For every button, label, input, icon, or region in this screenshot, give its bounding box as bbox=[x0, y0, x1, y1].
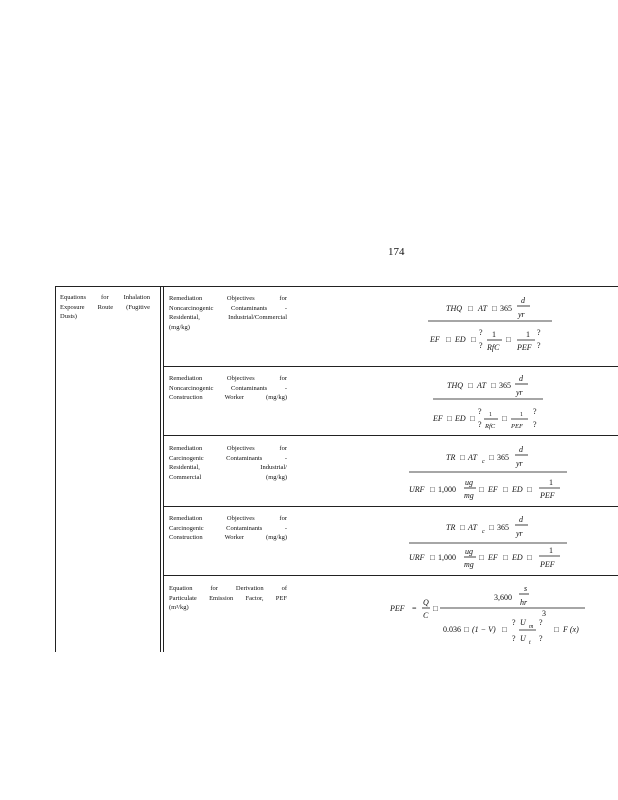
objective-label-1: Remediation Objectives for Noncarcinogenic Contaminants - Residential, Industrial/Commercial (mg/kg) bbox=[169, 295, 287, 331]
svg-text:RfC: RfC bbox=[487, 343, 500, 352]
svg-text:□: □ bbox=[527, 485, 532, 494]
svg-text:□: □ bbox=[464, 625, 469, 634]
row-divider bbox=[163, 575, 618, 576]
svg-text:ug: ug bbox=[465, 478, 473, 487]
svg-text:□: □ bbox=[430, 553, 435, 562]
svg-text:TR: TR bbox=[446, 453, 456, 462]
svg-text:hr: hr bbox=[520, 598, 528, 607]
column-divider-2 bbox=[163, 286, 164, 652]
svg-text:□: □ bbox=[554, 625, 559, 634]
svg-text:ug: ug bbox=[465, 547, 473, 556]
svg-text:PEF: PEF bbox=[517, 343, 532, 352]
svg-text:=: = bbox=[412, 604, 417, 613]
svg-text:□: □ bbox=[502, 625, 507, 634]
svg-text:?: ? bbox=[533, 420, 537, 429]
svg-text:PEF: PEF bbox=[540, 560, 555, 569]
svg-text:?: ? bbox=[512, 634, 516, 643]
svg-text:?: ? bbox=[537, 328, 541, 337]
objective-label-3: Remediation Objectives for Carcinogenic Contaminants - Residential, Industrial/ Commercial (mg/kg) bbox=[169, 445, 287, 481]
svg-text:?: ? bbox=[478, 407, 482, 416]
svg-text:EF: EF bbox=[488, 553, 498, 562]
svg-text:RfC: RfC bbox=[485, 423, 496, 430]
svg-text:1: 1 bbox=[526, 330, 530, 339]
svg-text:EF: EF bbox=[433, 414, 443, 423]
svg-text:□: □ bbox=[460, 453, 465, 462]
page-number: 174 bbox=[388, 246, 405, 258]
svg-text:yr: yr bbox=[516, 529, 523, 538]
row-divider bbox=[163, 506, 618, 507]
svg-text:?: ? bbox=[533, 407, 537, 416]
objective-label-5: Equation for Derivation of Particulate Emission Factor, PEF (m³/kg) bbox=[169, 585, 287, 611]
svg-text:365: 365 bbox=[499, 381, 511, 390]
svg-text:□: □ bbox=[460, 523, 465, 532]
svg-text:THQ: THQ bbox=[446, 304, 463, 313]
svg-text:□: □ bbox=[468, 304, 473, 313]
svg-text:□: □ bbox=[489, 453, 494, 462]
svg-text:ED: ED bbox=[455, 335, 466, 344]
svg-text:yr: yr bbox=[518, 310, 525, 319]
svg-text:s: s bbox=[524, 584, 528, 593]
svg-text:1: 1 bbox=[492, 330, 496, 339]
svg-text:C: C bbox=[423, 611, 429, 620]
svg-text:yr: yr bbox=[516, 388, 523, 397]
svg-text:AT: AT bbox=[468, 453, 478, 462]
svg-text:URF: URF bbox=[409, 485, 425, 494]
equation-carc-residential bbox=[405, 440, 575, 505]
svg-text:365: 365 bbox=[497, 523, 509, 532]
svg-text:yr: yr bbox=[516, 459, 523, 468]
svg-text:?: ? bbox=[539, 634, 543, 643]
svg-text:□: □ bbox=[430, 485, 435, 494]
svg-text:365: 365 bbox=[500, 304, 512, 313]
svg-text:c: c bbox=[482, 459, 485, 465]
svg-text:□: □ bbox=[468, 381, 473, 390]
svg-text:THQ: THQ bbox=[447, 381, 464, 390]
svg-text:U: U bbox=[520, 634, 526, 643]
svg-text:3,600: 3,600 bbox=[494, 593, 512, 602]
svg-text:m: m bbox=[529, 624, 534, 630]
svg-text:□: □ bbox=[506, 335, 511, 344]
svg-text:?: ? bbox=[539, 618, 543, 627]
svg-text:ED: ED bbox=[512, 485, 523, 494]
svg-text:ED: ED bbox=[455, 414, 466, 423]
svg-text:?: ? bbox=[479, 328, 483, 337]
svg-text:□: □ bbox=[470, 414, 475, 423]
row-divider bbox=[163, 435, 618, 436]
svg-text:d: d bbox=[521, 296, 525, 305]
svg-text:PEF: PEF bbox=[390, 604, 405, 613]
svg-text:PEF: PEF bbox=[540, 491, 555, 500]
svg-text:□: □ bbox=[433, 604, 438, 613]
svg-text:U: U bbox=[520, 618, 526, 627]
svg-text:365: 365 bbox=[497, 453, 509, 462]
svg-text:?: ? bbox=[537, 341, 541, 350]
svg-text:□: □ bbox=[479, 553, 484, 562]
svg-text:ED: ED bbox=[512, 553, 523, 562]
svg-text:□: □ bbox=[479, 485, 484, 494]
objective-label-2: Remediation Objectives for Noncarcinogenic Contaminants - Construction Worker (mg/kg) bbox=[169, 375, 287, 401]
svg-text:PEF: PEF bbox=[511, 423, 523, 430]
objective-label-4: Remediation Objectives for Carcinogenic Contaminants - Construction Worker (mg/kg) bbox=[169, 515, 287, 541]
svg-text:□: □ bbox=[492, 304, 497, 313]
svg-text:d: d bbox=[519, 374, 523, 383]
row-divider bbox=[163, 366, 618, 367]
column-divider bbox=[160, 286, 161, 652]
svg-text:AT: AT bbox=[477, 381, 487, 390]
svg-text:URF: URF bbox=[409, 553, 425, 562]
svg-text:0.036: 0.036 bbox=[443, 625, 461, 634]
svg-text:1: 1 bbox=[489, 412, 492, 418]
svg-text:1,000: 1,000 bbox=[438, 485, 456, 494]
route-label: Equations for Inhalation Exposure Route (Fugitive Dusts) bbox=[60, 294, 150, 320]
svg-text:AT: AT bbox=[468, 523, 478, 532]
equation-noncarc-construction bbox=[425, 370, 555, 435]
table-top-border bbox=[55, 286, 618, 287]
svg-text:(1 − V): (1 − V) bbox=[472, 625, 496, 634]
svg-text:F (x): F (x) bbox=[563, 625, 579, 634]
svg-text:1: 1 bbox=[520, 412, 523, 418]
equation-carc-construction bbox=[405, 510, 575, 575]
svg-text:EF: EF bbox=[430, 335, 440, 344]
svg-text:□: □ bbox=[489, 523, 494, 532]
svg-text:AT: AT bbox=[478, 304, 488, 313]
svg-text:1: 1 bbox=[549, 546, 553, 555]
svg-text:Q: Q bbox=[423, 598, 429, 607]
svg-text:c: c bbox=[482, 529, 485, 535]
svg-text:□: □ bbox=[446, 335, 451, 344]
svg-text:1,000: 1,000 bbox=[438, 553, 456, 562]
svg-text:□: □ bbox=[447, 414, 452, 423]
svg-text:?: ? bbox=[512, 618, 516, 627]
svg-text:□: □ bbox=[491, 381, 496, 390]
svg-text:1: 1 bbox=[549, 478, 553, 487]
svg-text:EF: EF bbox=[488, 485, 498, 494]
svg-text:□: □ bbox=[502, 414, 507, 423]
svg-text:d: d bbox=[519, 445, 523, 454]
svg-text:□: □ bbox=[503, 553, 508, 562]
svg-text:□: □ bbox=[527, 553, 532, 562]
svg-text:t: t bbox=[529, 640, 531, 646]
svg-text:?: ? bbox=[479, 341, 483, 350]
equation-pef bbox=[388, 580, 593, 650]
svg-text:mg: mg bbox=[464, 560, 474, 569]
svg-text:□: □ bbox=[503, 485, 508, 494]
table-left-border bbox=[55, 286, 56, 652]
svg-text:TR: TR bbox=[446, 523, 456, 532]
svg-text:□: □ bbox=[471, 335, 476, 344]
svg-text:3: 3 bbox=[542, 609, 546, 618]
svg-text:mg: mg bbox=[464, 491, 474, 500]
equation-noncarc-residential bbox=[420, 290, 560, 360]
svg-text:d: d bbox=[519, 515, 523, 524]
svg-text:?: ? bbox=[478, 420, 482, 429]
